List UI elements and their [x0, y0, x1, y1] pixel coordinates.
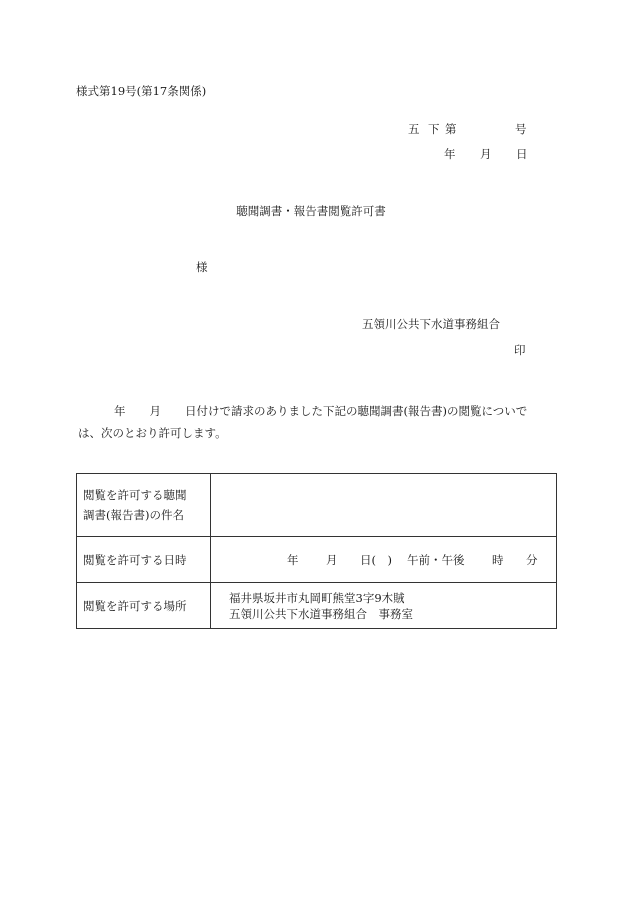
table-row	[77, 474, 557, 537]
datetime-value-cell	[211, 537, 557, 583]
date-day: 日	[516, 147, 528, 161]
reference-kana: 下	[428, 122, 440, 136]
datetime-year: 年	[287, 552, 299, 567]
body-line-1	[78, 400, 553, 422]
reference-gou: 号	[515, 122, 527, 136]
date-month: 月	[480, 147, 492, 161]
table-row	[77, 583, 557, 629]
reference-dai: 第	[445, 122, 457, 136]
date-year: 年	[444, 147, 456, 161]
table-row	[77, 537, 557, 583]
form-number: 様式第19号(第17条関係)	[76, 84, 207, 98]
place-address: 福井県坂井市丸岡町熊堂3字9木賊	[229, 590, 405, 605]
datetime-day: 日( )	[360, 552, 392, 567]
subject-value-cell	[211, 474, 557, 537]
seal-mark: 印	[514, 343, 526, 357]
document-title-wrap	[0, 206, 630, 218]
body-line-1-rest: 日付けで請求のありました下記の聴聞調書(報告書)の閲覧についで	[185, 404, 528, 418]
subject-header-line-1: 閲覧を許可する聴聞	[83, 488, 187, 502]
datetime-hour: 時	[492, 552, 504, 567]
document-title: 聴聞調書・報告書閲覧許可書	[236, 204, 386, 218]
permit-details-table	[76, 473, 557, 629]
place-office: 五領川公共下水道事務組合 事務室	[229, 606, 413, 621]
datetime-header-cell: 閲覧を許可する日時	[77, 537, 211, 583]
datetime-month: 月	[326, 552, 338, 567]
place-value-cell	[211, 583, 557, 629]
reference-era: 五	[408, 122, 420, 136]
body-month: 月	[149, 404, 161, 418]
datetime-minute: 分	[526, 552, 538, 567]
addressee-suffix: 様	[196, 260, 208, 274]
datetime-ampm: 午前・午後	[407, 552, 465, 567]
body-paragraph	[78, 400, 553, 444]
body-line-2: は、次のとおり許可します。	[78, 426, 227, 440]
issuer-name: 五領川公共下水道事務組合	[362, 317, 500, 331]
place-header-cell: 閲覧を許可する場所	[77, 583, 211, 629]
subject-header-line-2: 調書(報告書)の件名	[83, 508, 184, 522]
subject-header-cell	[77, 474, 211, 537]
body-year: 年	[114, 404, 126, 418]
